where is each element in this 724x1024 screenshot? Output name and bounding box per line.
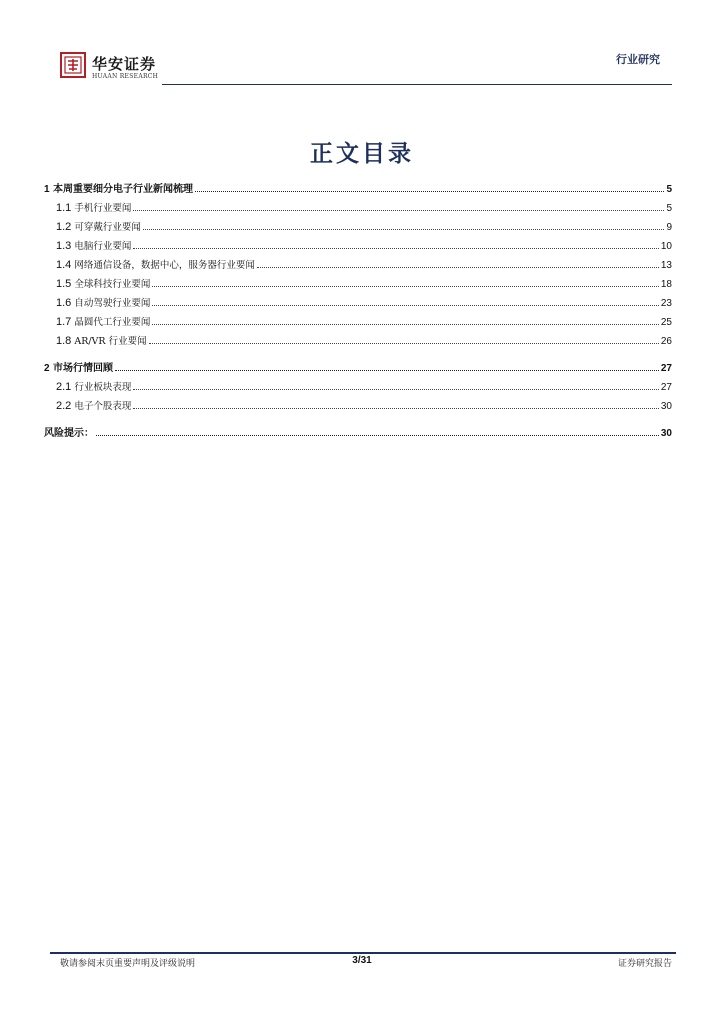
toc-entry-number: 1 — [44, 184, 50, 195]
toc-entry[interactable] — [44, 332, 672, 351]
footer-report-type: 证券研究报告 — [617, 959, 672, 969]
toc-leader-dots — [133, 408, 659, 409]
toc-entry-title: 电子个股表现 — [74, 401, 132, 412]
toc-entry-label — [56, 378, 131, 397]
toc-entry[interactable] — [44, 313, 672, 332]
toc-entry-label — [56, 397, 131, 416]
toc-entry-page: 18 — [660, 279, 672, 290]
toc-entry-label — [56, 256, 255, 275]
toc-entry-title: 全球科技行业要闻 — [74, 279, 151, 290]
toc-leader-dots — [143, 229, 665, 230]
toc-entry[interactable] — [44, 424, 672, 443]
toc-entry-number: 2.1 — [56, 381, 72, 393]
toc-entry-number: 1.4 — [56, 259, 72, 271]
logo-chinese-name: 华安证券 — [92, 55, 157, 73]
toc-entry-label — [44, 359, 113, 378]
toc-leader-dots — [96, 435, 659, 436]
toc-entry-label — [56, 332, 147, 351]
toc-spacer — [44, 416, 672, 424]
toc-entry-title: 可穿戴行业要闻 — [74, 222, 141, 233]
page-header — [46, 48, 676, 88]
toc-leader-dots — [195, 191, 664, 192]
toc-entry-title: AR/VR 行业要闻 — [74, 336, 147, 347]
toc-entry[interactable] — [44, 180, 672, 199]
toc-entry-page: 25 — [660, 317, 672, 328]
toc-entry-label — [44, 424, 94, 443]
toc-entry-number: 1.6 — [56, 297, 72, 309]
toc-leader-dots — [152, 286, 659, 287]
toc-leader-dots — [152, 324, 659, 325]
toc-entry-label — [56, 275, 150, 294]
toc-leader-dots — [133, 210, 664, 211]
toc-entry-title: 电脑行业要闻 — [74, 241, 132, 252]
toc-entry[interactable] — [44, 294, 672, 313]
toc-leader-dots — [115, 370, 659, 371]
toc-entry-number: 2 — [44, 363, 50, 374]
toc-entry-label — [56, 199, 131, 218]
toc-entry-number: 1.8 — [56, 335, 72, 347]
toc-entry-label — [56, 237, 131, 256]
toc-leader-dots — [133, 248, 659, 249]
footer-divider — [50, 952, 676, 954]
toc-entry-number: 1.7 — [56, 316, 72, 328]
toc-entry-title: 市场行情回顾 — [53, 363, 114, 374]
toc-entry-page: 27 — [660, 363, 672, 374]
toc-entry-page: 27 — [660, 382, 672, 393]
footer-disclaimer: 敬请参阅末页重要声明及评级说明 — [60, 959, 196, 969]
toc-entry-page: 23 — [660, 298, 672, 309]
toc-entry-number: 1.2 — [56, 221, 72, 233]
page-number: 3/31 — [352, 955, 372, 966]
toc-entry[interactable] — [44, 275, 672, 294]
toc-entry[interactable] — [44, 359, 672, 378]
report-section-label: 行业研究 — [616, 53, 660, 66]
toc-entry-title: 晶圆代工行业要闻 — [74, 317, 151, 328]
toc-entry-page: 13 — [660, 260, 672, 271]
toc-entry-title: 风险提示： — [44, 428, 94, 439]
header-divider — [162, 84, 672, 85]
toc-entry-label — [56, 313, 150, 332]
toc-entry-title: 网络通信设备，数据中心，服务器行业要闻 — [74, 260, 255, 271]
toc-entry-page: 30 — [660, 401, 672, 412]
toc-entry-number: 1.5 — [56, 278, 72, 290]
toc-entry-number: 1.3 — [56, 240, 72, 252]
toc-entry-title: 本周重要细分电子行业新闻梳理 — [53, 184, 194, 195]
toc-spacer — [44, 351, 672, 359]
toc-entry[interactable] — [44, 218, 672, 237]
page-title: 正文目录 — [310, 140, 414, 167]
toc-leader-dots — [152, 305, 659, 306]
toc-entry[interactable] — [44, 237, 672, 256]
toc-entry-page: 10 — [660, 241, 672, 252]
toc-entry-page: 30 — [660, 428, 672, 439]
toc-entry-page: 9 — [666, 222, 672, 233]
toc-entry-page: 5 — [666, 203, 672, 214]
toc-entry-number: 1.1 — [56, 202, 72, 214]
toc-entry[interactable] — [44, 256, 672, 275]
toc-entry[interactable] — [44, 199, 672, 218]
toc-entry-page: 26 — [660, 336, 672, 347]
toc-entry-number: 2.2 — [56, 400, 72, 412]
toc-entry[interactable] — [44, 397, 672, 416]
toc-entry-title: 行业板块表现 — [74, 382, 132, 393]
toc-entry-label — [44, 180, 193, 199]
logo-english-name: HUAAN RESEARCH — [92, 73, 159, 80]
toc-entry-page: 5 — [666, 184, 672, 195]
toc-entry-label — [56, 218, 141, 237]
toc-entry-title: 自动驾驶行业要闻 — [74, 298, 151, 309]
toc-leader-dots — [257, 267, 659, 268]
toc-leader-dots — [133, 389, 659, 390]
toc-entry[interactable] — [44, 378, 672, 397]
table-of-contents — [44, 180, 672, 443]
toc-entry-label — [56, 294, 150, 313]
huaan-logo-icon — [60, 52, 86, 78]
toc-entry-title: 手机行业要闻 — [74, 203, 132, 214]
toc-leader-dots — [149, 343, 659, 344]
